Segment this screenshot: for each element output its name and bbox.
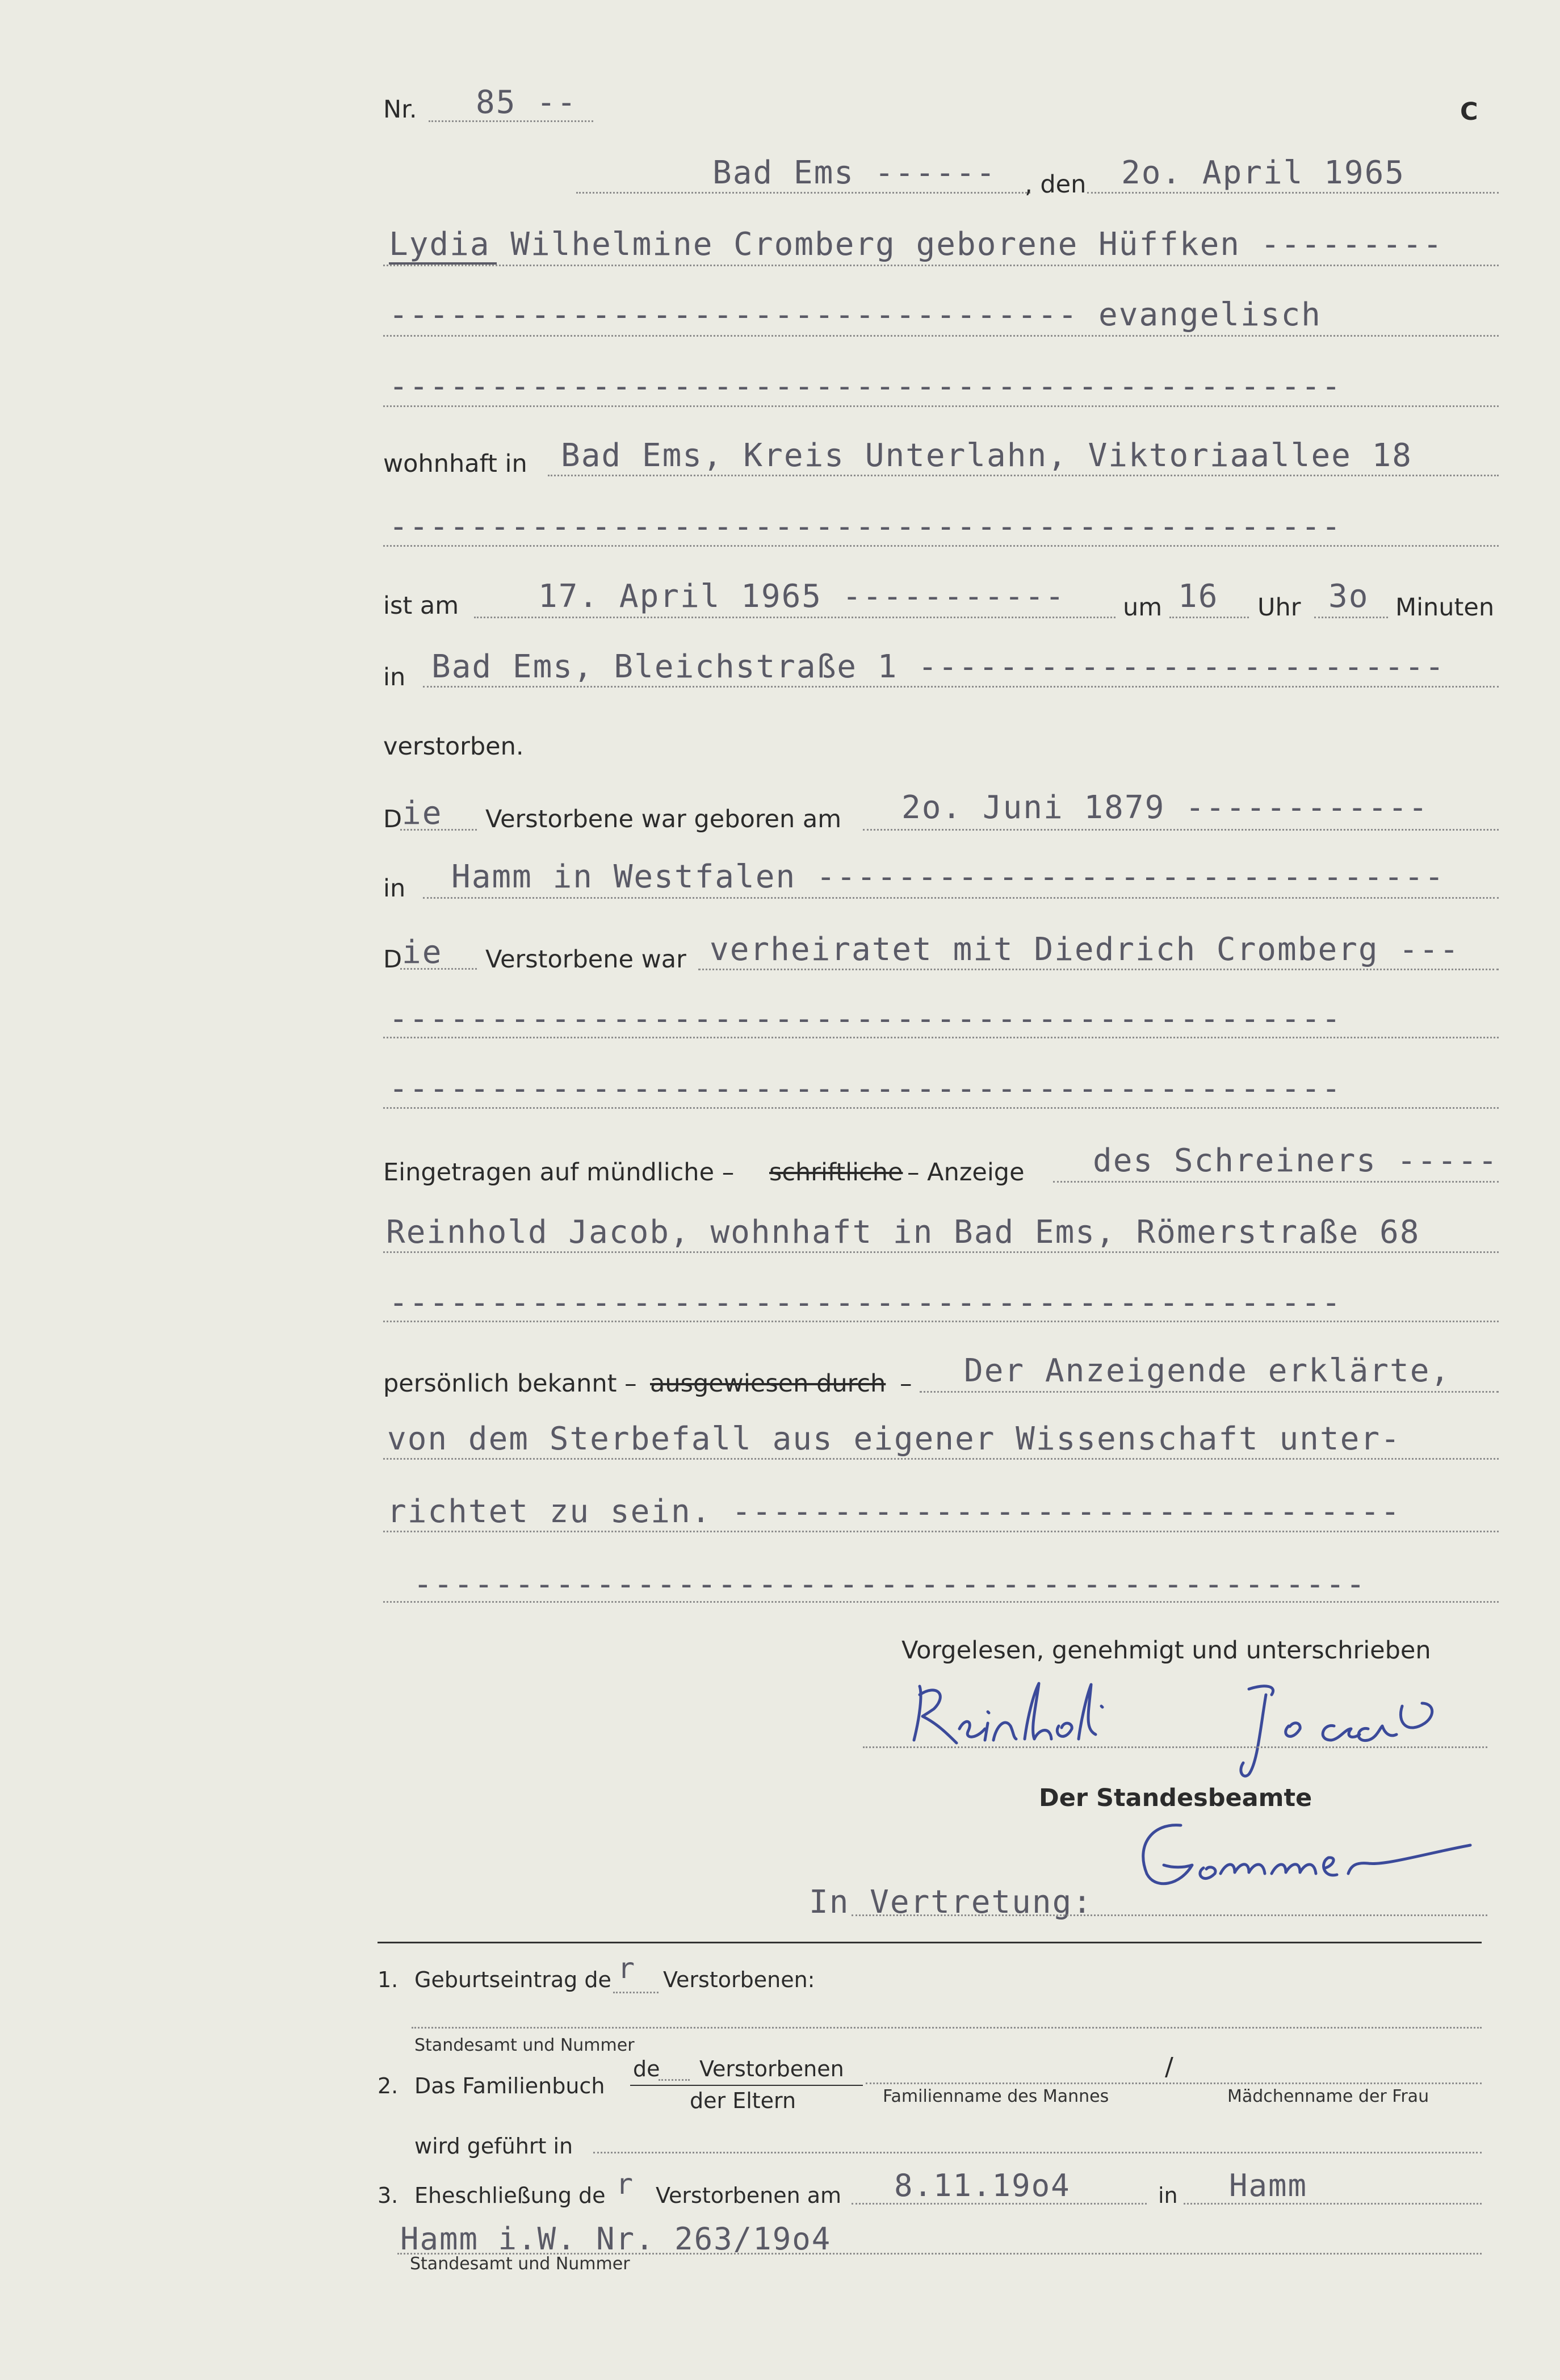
identity-dash-line: ----------------------------------------------- [413, 1566, 1366, 1603]
residence-dash-line: ----------------------------------------------- [389, 508, 1342, 545]
standesamt-nummer-label: Standesamt und Nummer [414, 2035, 635, 2055]
item3-num: 3. [378, 2183, 399, 2208]
item2-de-dotline [659, 2079, 690, 2081]
religion-dotline [383, 335, 1499, 337]
informant-signature-dotline [863, 1746, 1487, 1748]
item3-date: 8.11.19o4 [894, 2168, 1071, 2203]
marital-dash-line-2: ----------------------------------------------- [389, 1070, 1342, 1107]
minuten-label: Minuten [1395, 593, 1495, 622]
birth-date-dotline [863, 829, 1499, 831]
birth-label: Verstorbene war geboren am [485, 805, 842, 833]
residence-value: Bad Ems, Kreis Unterlahn, Viktoriaallee 18 [561, 437, 1413, 474]
nr-value: 85 -- [476, 84, 577, 121]
birth-place: Hamm in Westfalen ------------------------------- [451, 858, 1445, 895]
item3-place-dotline [1184, 2203, 1482, 2205]
birth-d-suffix: ie [402, 795, 443, 832]
registrar-label: Der Standesbeamte [1039, 1784, 1312, 1812]
registration-value-2: Reinhold Jacob, wohnhaft in Bad Ems, Römerstraße 68 [386, 1214, 1420, 1251]
identity-label-a: persönlich bekannt – [383, 1369, 637, 1398]
hour-dotline [1169, 617, 1249, 618]
item1-num: 1. [378, 1967, 399, 1992]
registration-dotline-2 [383, 1251, 1499, 1253]
item3-date-dotline [852, 2203, 1147, 2205]
representation-label: In Vertretung: [809, 1884, 1093, 1921]
marital-dash-line-1: ----------------------------------------------- [389, 1000, 1342, 1037]
item2-slash: / [1165, 2052, 1173, 2081]
item3-in: in [1158, 2183, 1178, 2208]
item3-insert: r [616, 2168, 635, 2201]
residence-dotline [548, 475, 1499, 476]
um-label: um [1123, 593, 1163, 622]
item3-standesamt-label: Standesamt und Nummer [410, 2254, 630, 2274]
date-value: 2o. April 1965 [1121, 154, 1406, 191]
birth-d-label: D [383, 805, 402, 833]
residence-label: wohnhaft in [383, 450, 527, 478]
identity-label-b: – [900, 1369, 912, 1398]
name-dotline [383, 265, 1499, 266]
item1-label-a: Geburtseintrag de [414, 1967, 611, 1992]
item2-wird-label: wird geführt in [414, 2134, 573, 2159]
item2-label: Das Familienbuch [414, 2073, 605, 2098]
ist-am-label: ist am [383, 592, 459, 620]
death-date: 17. April 1965 ----------- [538, 578, 1066, 615]
corner-letter: C [1460, 98, 1478, 126]
nr-dotline [429, 120, 593, 122]
item2-de: de [633, 2056, 660, 2081]
marital-d-suffix: ie [402, 934, 443, 971]
item2-verstorbenen: Verstorbenen [699, 2056, 844, 2081]
item1-label-b: Verstorbenen: [663, 1967, 815, 1992]
death-place-dotline [423, 686, 1499, 688]
death-hour: 16 [1178, 578, 1219, 615]
item2-dotline [866, 2082, 1482, 2084]
nr-label: Nr. [383, 95, 417, 124]
identity-dotline-2 [383, 1458, 1499, 1460]
death-minute: 3o [1328, 578, 1369, 615]
marital-label: Verstorbene war [485, 945, 686, 974]
marital-value: verheiratet mit Diedrich Cromberg --- [710, 931, 1460, 968]
person-dotline-3 [383, 405, 1499, 407]
marital-d-dotline [400, 968, 477, 970]
registrar-signature [1130, 1811, 1482, 1925]
identity-label-struck: ausgewiesen durch [650, 1369, 886, 1398]
religion-line: ---------------------------------- evangelisch [389, 296, 1322, 333]
item2-fraction-line [630, 2085, 863, 2086]
verstorben-label: verstorben. [383, 732, 524, 761]
item2-maedchenname: Mädchenname der Frau [1227, 2086, 1429, 2106]
date-dotline [1087, 192, 1499, 194]
identity-dotline-1 [920, 1391, 1499, 1393]
identity-value-1: Der Anzeigende erklärte, [964, 1352, 1451, 1389]
item3-label-a: Eheschließung de [414, 2183, 606, 2208]
identity-dotline-3 [383, 1531, 1499, 1532]
birth-in-label: in [383, 874, 406, 903]
identity-value-3: richtet zu sein. --------------------------------- [387, 1493, 1401, 1530]
registration-dotline-1 [1053, 1181, 1499, 1183]
minute-dotline [1314, 617, 1388, 618]
item2-eltern: der Eltern [690, 2088, 796, 2113]
birth-place-dotline [423, 897, 1499, 899]
marital-dotline [698, 969, 1499, 970]
read-approved-label: Vorgelesen, genehmigt und unterschrieben [901, 1636, 1431, 1665]
death-in-label: in [383, 663, 406, 692]
person-dash-line: ----------------------------------------------- [389, 368, 1342, 405]
registration-value-1: des Schreiners ----- [1093, 1142, 1499, 1179]
death-date-dotline [474, 617, 1116, 618]
birth-d-dotline [400, 829, 477, 831]
item2-familienname: Familienname des Mannes [883, 2086, 1109, 2106]
marital-d-label: D [383, 945, 402, 974]
den-label: , den [1025, 170, 1087, 199]
identity-dotline-4 [383, 1601, 1499, 1603]
registration-label-a: Eingetragen auf mündliche – [383, 1158, 735, 1187]
registration-dash-line: ----------------------------------------------- [389, 1284, 1342, 1321]
place-value: Bad Ems ------ [712, 154, 997, 191]
item2-wird-dotline [593, 2152, 1482, 2153]
registration-label-struck: schriftliche [769, 1158, 903, 1187]
person-name: Lydia Wilhelmine Cromberg geborene Hüffken --------- [389, 226, 1444, 263]
registration-dotline-3 [383, 1321, 1499, 1322]
item3-registry: Hamm i.W. Nr. 263/19o4 [400, 2221, 832, 2257]
identity-value-2: von dem Sterbefall aus eigener Wissenschaft unter- [387, 1421, 1401, 1457]
marital-dotline-2 [383, 1037, 1499, 1038]
residence-dotline-2 [383, 545, 1499, 547]
item3-place: Hamm [1229, 2168, 1308, 2203]
uhr-label: Uhr [1257, 593, 1301, 622]
informant-signature [903, 1672, 1470, 1786]
registration-label-b: – Anzeige [907, 1158, 1025, 1187]
death-place: Bad Ems, Bleichstraße 1 -------------------------- [431, 648, 1445, 685]
place-dotline [576, 192, 1030, 194]
birth-date: 2o. Juni 1879 ------------ [901, 789, 1429, 826]
item1-insert: r [618, 1952, 636, 1985]
marital-dotline-3 [383, 1107, 1499, 1109]
item2-num: 2. [378, 2073, 399, 2098]
item1-dotline [412, 2027, 1482, 2029]
footer-separator [378, 1942, 1482, 1943]
item1-insert-dotline [613, 1992, 659, 1993]
item3-label-b: Verstorbenen am [656, 2183, 842, 2208]
